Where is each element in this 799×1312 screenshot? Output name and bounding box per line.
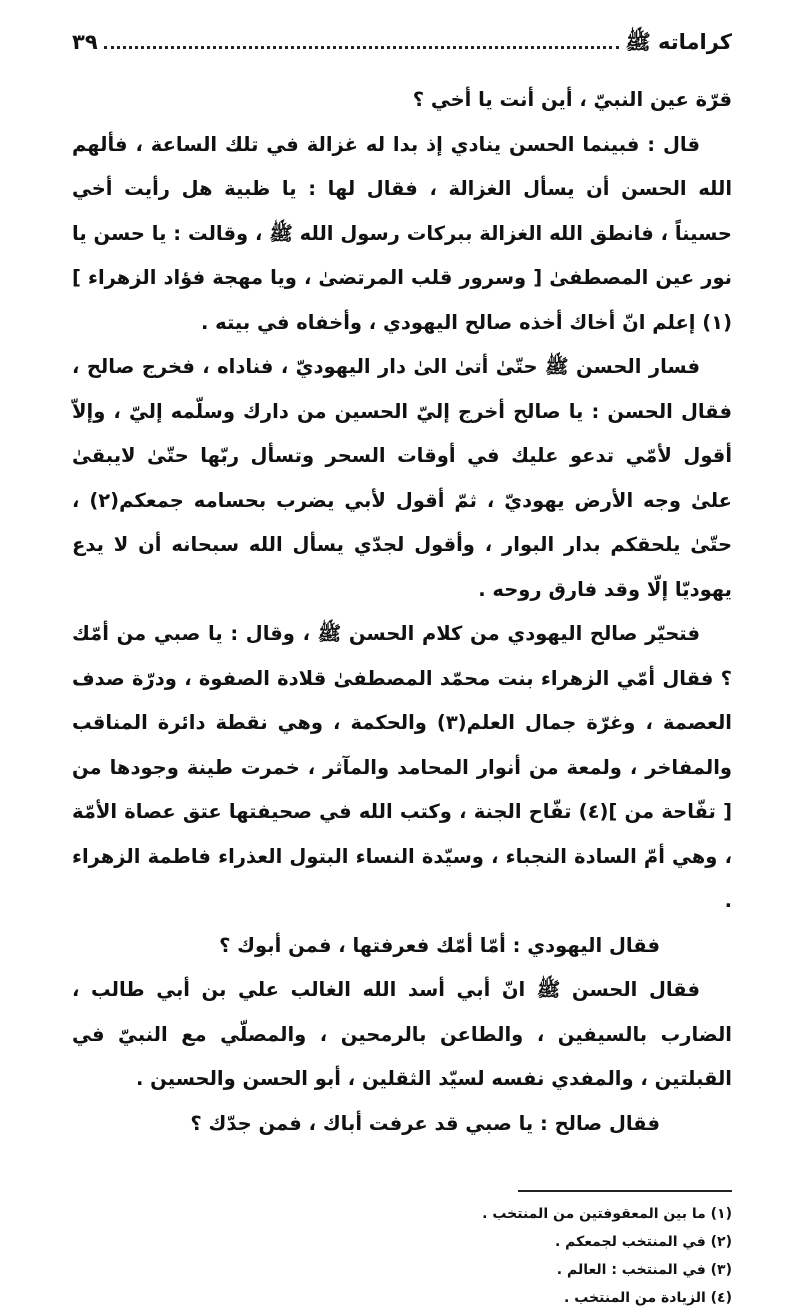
- footnote-separator: [518, 1190, 732, 1192]
- paragraph: فقال صالح : يا صبي قد عرفت أباك ، فمن جدّك ؟: [190, 1111, 660, 1135]
- paragraph: فسار الحسن ﷺ حتّىٰ أتىٰ الىٰ دار اليهوديّ ، فناداه ، فخرج صالح ، فقال الحسن : يا صالح أخرج إليّ الحسين من دارك وسلّمه إليّ ، وإلاّ أقول لأمّي تدعو عليك في أوقات السحر وتسأل ربّها حتّىٰ لايبقىٰ علىٰ وجه الأرض يهوديّ ، ثمّ أقول لأبي يضرب بحسامه جمعكم(٢) ، حتّىٰ يلحقكم بدار البوار ، وأقول لجدّي يسأل الله سبحانه أن لا يدع يهوديّا إلّا وقد فارق روحه .: [72, 355, 732, 601]
- page-number: ٣٩: [72, 30, 98, 54]
- footnotes: [72, 1200, 732, 1312]
- paragraph: فتحيّر صالح اليهودي من كلام الحسن ﷺ ، وقال : يا صبي من أمّك ؟ فقال أمّي الزهراء بنت محمّد المصطفىٰ قلادة الصفوة ، ودرّة صدف العصمة ، وغرّة جمال العلم(٣) والحكمة ، وهي نقطة دائرة المناقب والمفاخر ، ولمعة من أنوار المحامد والمآثر ، خمرت طينة وجودها من [ تفّاحة من ](٤) تفّاح الجنة ، وكتب الله في صحيفتها عتق عصاة الأمّة ، وهي أمّ السادة النجباء ، وسيّدة النساء البتول العذراء فاطمة الزهراء .: [72, 622, 732, 912]
- running-header: [72, 24, 732, 60]
- paragraph: قال : فبينما الحسن ينادي إذ بدا له غزالة في تلك الساعة ، فألهم الله الحسن أن يسأل الغزالة ، فقال لها : يا ظبية هل رأيت أخي حسيناً ، فانطق الله الغزالة ببركات رسول الله ﷺ ، وقالت : يا حسن يا نور عين المصطفىٰ [ وسرور قلب المرتضىٰ ، ويا مهجة فؤاد الزهراء ](١) إعلم انّ أخاك أخذه صالح اليهودي ، وأخفاه في بيته .: [72, 132, 732, 334]
- dotted-leader: [104, 46, 620, 49]
- footnote: (٢) في المنتخب لجمعكم .: [554, 1234, 732, 1250]
- main-text: [72, 78, 732, 1146]
- footnote: (٣) في المنتخب : العالم .: [556, 1262, 732, 1278]
- paragraph: فقال الحسن ﷺ انّ أبي أسد الله الغالب علي بن أبي طالب ، الضارب بالسيفين ، والطاعن بالرمحين ، والمصلّي مع النبيّ في القبلتين ، والمفدي نفسه لسيّد الثقلين ، أبو الحسن والحسين .: [72, 978, 732, 1090]
- footnote: (١) ما بين المعقوفتين من المنتخب .: [482, 1206, 732, 1222]
- paragraph: فقال اليهودي : أمّا أمّك فعرفتها ، فمن أبوك ؟: [219, 933, 660, 957]
- header-title: كراماته ﷺ: [625, 30, 732, 54]
- footnote: (٤) الزيادة من المنتخب .: [564, 1290, 732, 1306]
- book-page: [72, 24, 732, 1312]
- paragraph: قرّة عين النبيّ ، أين أنت يا أخي ؟: [412, 88, 732, 111]
